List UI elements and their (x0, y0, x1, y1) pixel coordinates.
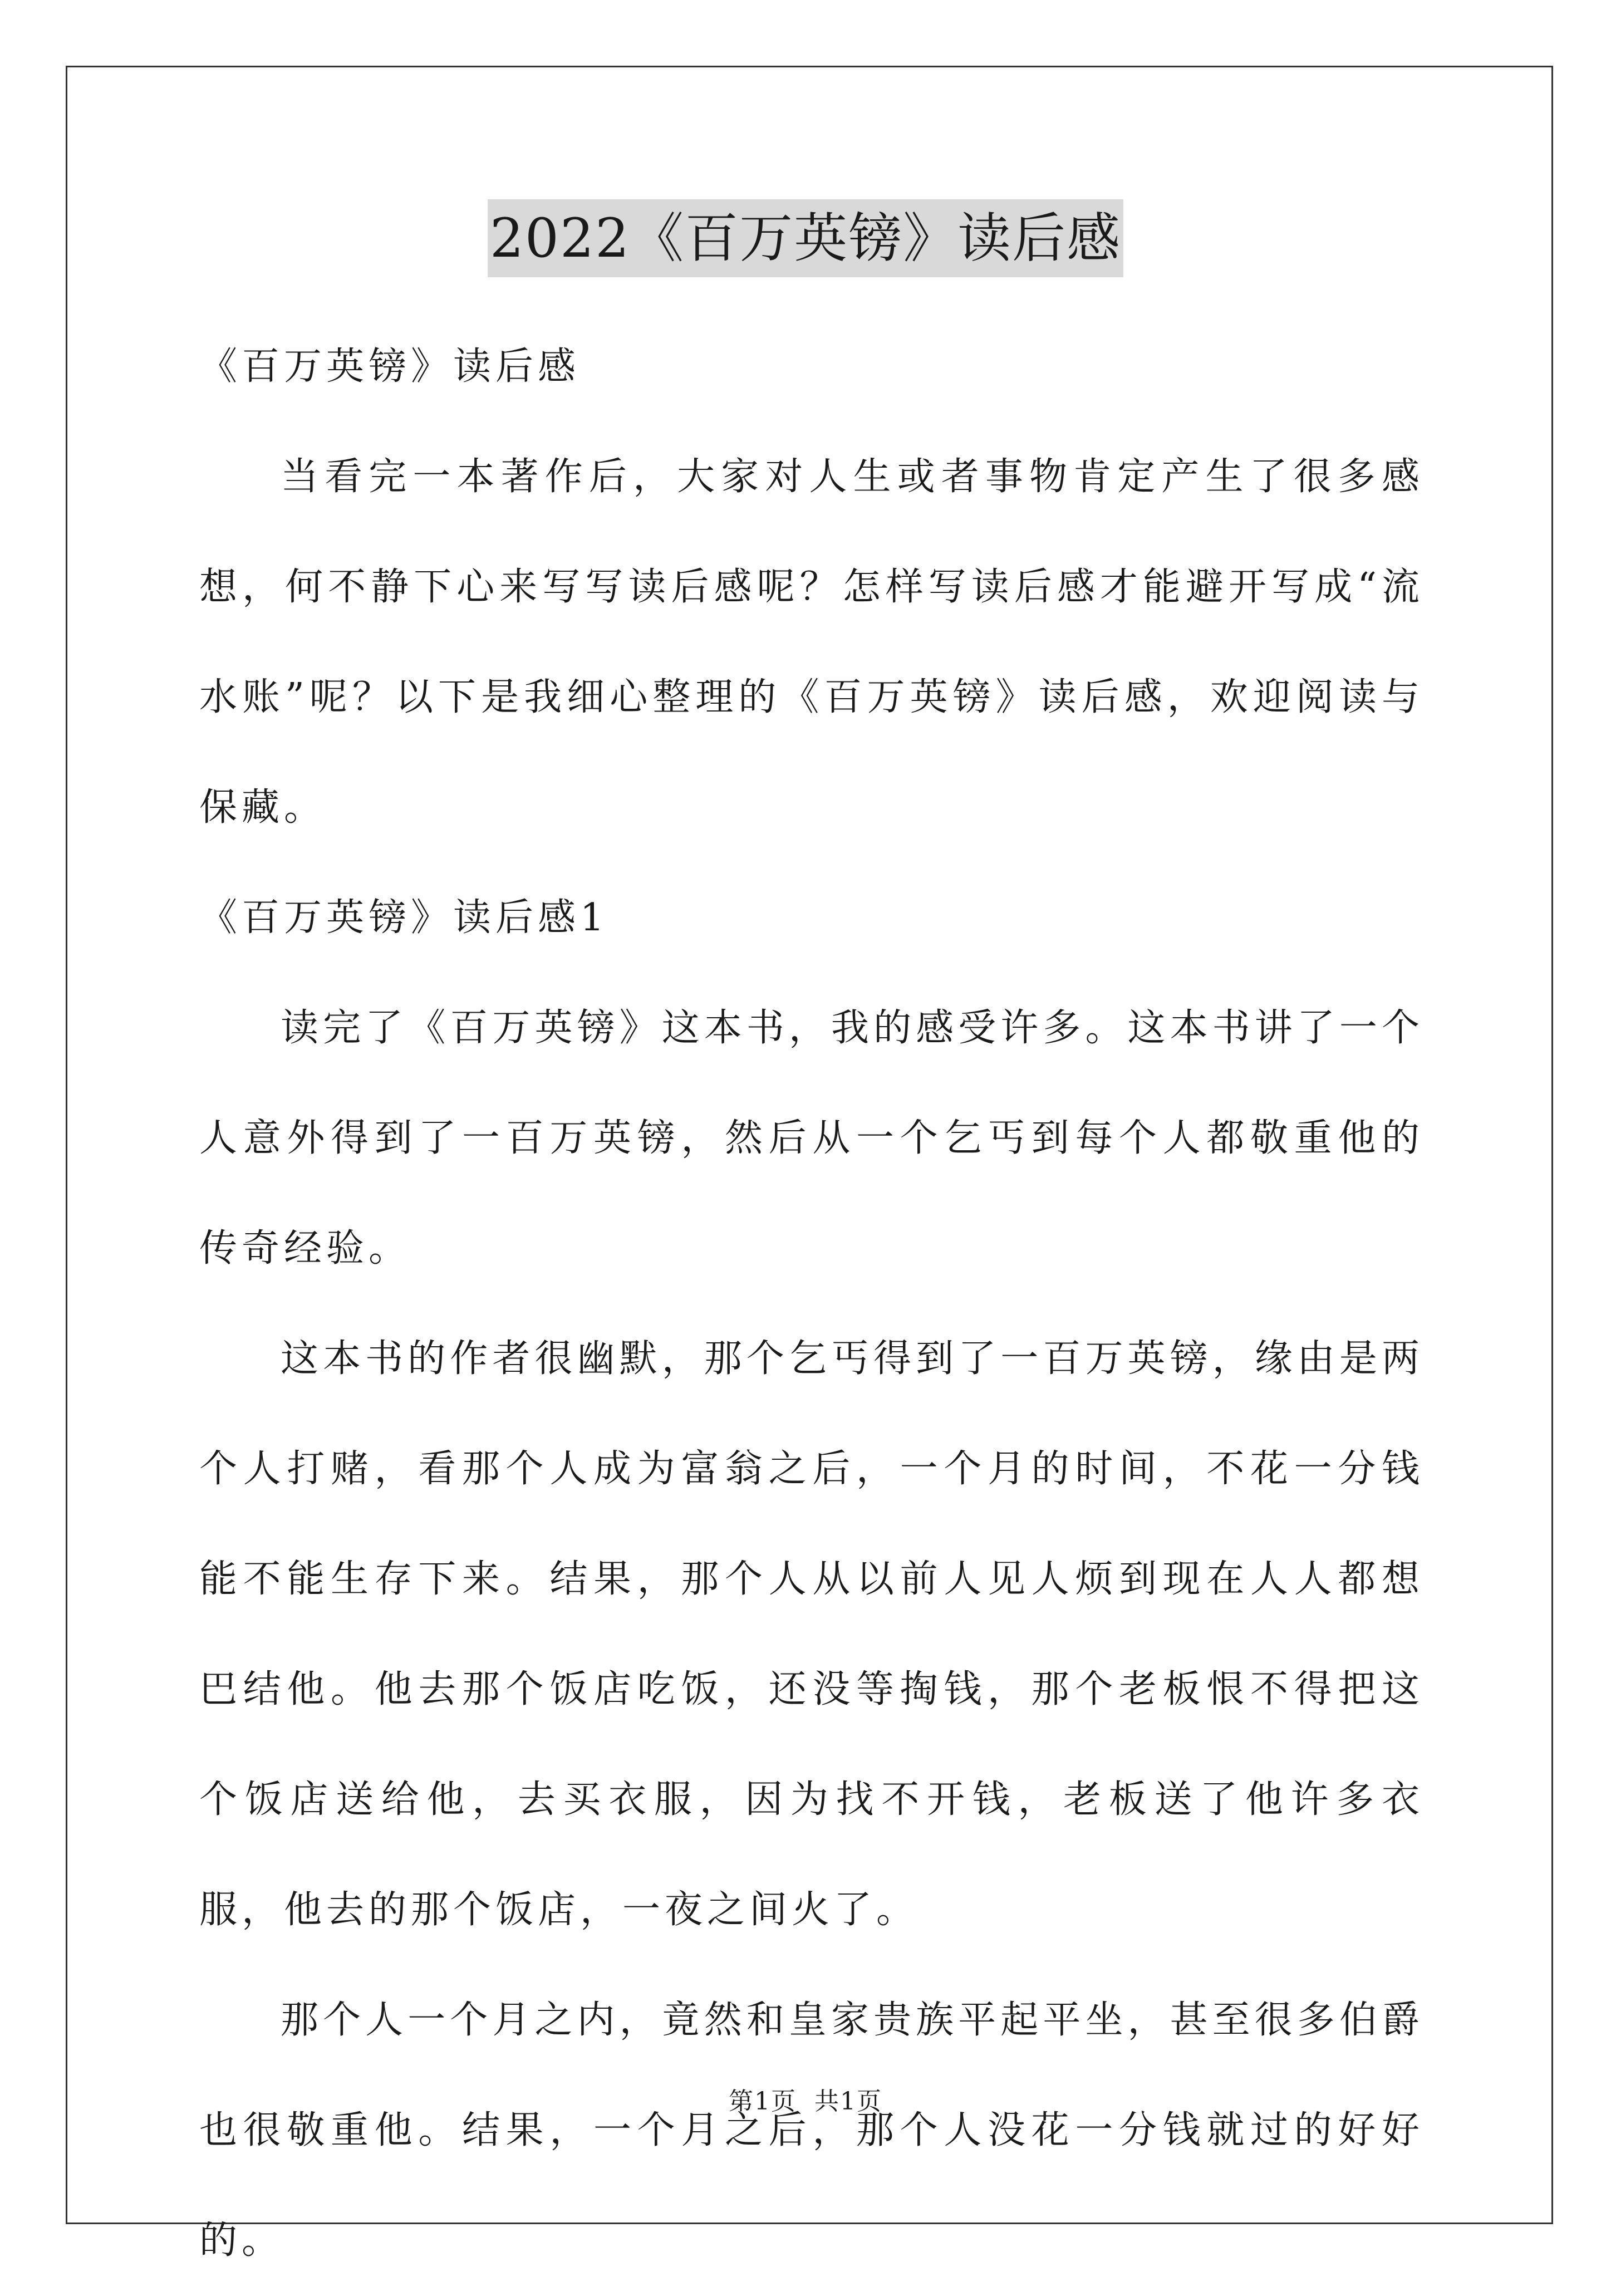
page-total: 共1页 (814, 2087, 882, 2116)
document-title: 2022《百万英镑》读后感 (488, 199, 1123, 277)
page-footer (0, 2085, 1611, 2118)
body-paragraph: 这本书的作者很幽默，那个乞丐得到了一百万英镑，缘由是两个人打赌，看那个人成为富翁之后，一个月的时间，不花一分钱能不能生存下来。结果，那个人从以前人见人烦到现在人人都想巴结他。他去那个饭店吃饭，还没等掏钱，那个老板恨不得把这个饭店送给他，去买衣服，因为找不开钱，老板送了他许多衣服，他去的那个饭店，一夜之间火了。 (199, 1337, 1424, 1932)
section-heading: 《百万英镑》读后感1 (199, 896, 609, 940)
document-body (199, 312, 1424, 2296)
intro-paragraph: 当看完一本著作后，大家对人生或者事物肯定产生了很多感想，何不静下心来写写读后感呢？怎样写读后感才能避开写成“流水账”呢？以下是我细心整理的《百万英镑》读后感，欢迎阅读与保藏。 (199, 455, 1425, 830)
body-paragraph: 那个人一个月之内，竟然和皇家贵族平起平坐，甚至很多伯爵也很敬重他。结果，一个月之后，那个人没花一分钱就过的好好的。 (199, 1998, 1424, 2263)
section-heading: 《百万英镑》读后感 (199, 345, 581, 389)
page-number: 第1页 (729, 2087, 797, 2116)
body-paragraph: 读完了《百万英镑》这本书，我的感受许多。这本书讲了一个人意外得到了一百万英镑，然后从一个乞丐到每个人都敬重他的传奇经验。 (199, 1006, 1424, 1270)
title-container (0, 199, 1611, 277)
